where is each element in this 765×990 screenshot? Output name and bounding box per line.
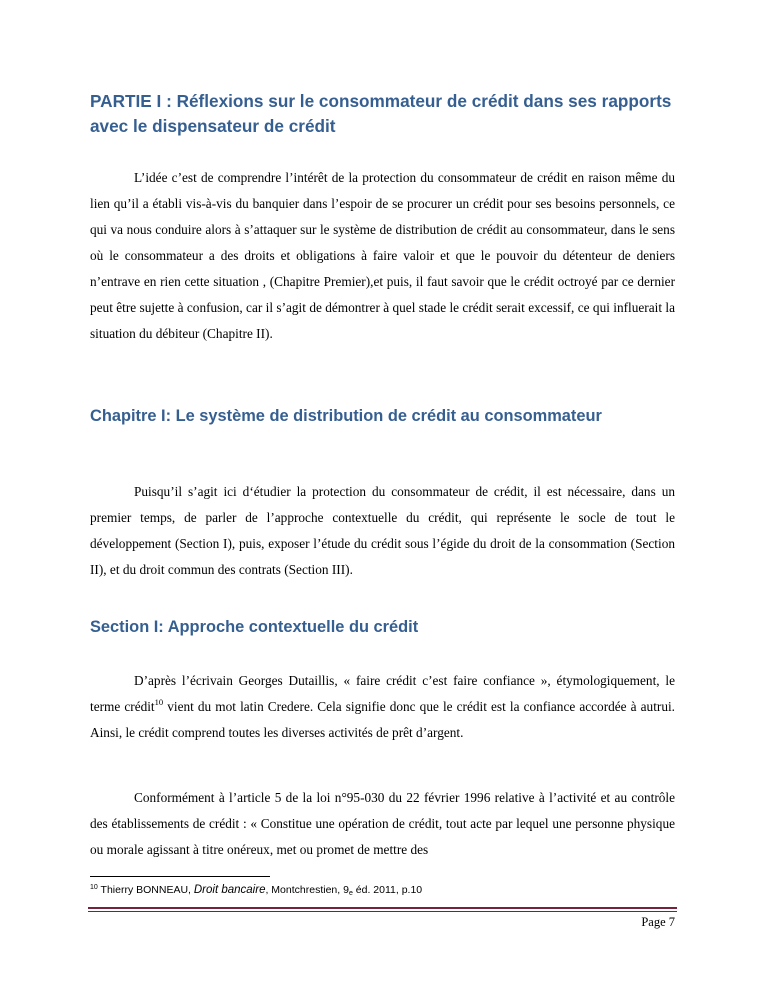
footer-rule-thick bbox=[88, 907, 677, 909]
section-paragraph-2: Conformément à l’article 5 de la loi n°95-030 du 22 février 1996 relative à l’activité et au contrôle des établissements de crédit : « Constitue une opération de crédit, tout acte par lequel une personne physique ou morale agissant à titre onéreux, met ou promet de mettre des bbox=[90, 790, 675, 857]
paragraph-text: D’après l’écrivain Georges Dutaillis, « faire crédit c’est faire confiance », étymologiquement, le terme crédit bbox=[90, 673, 675, 714]
footnote-rest: éd. 2011, p.10 bbox=[352, 884, 423, 896]
chapter-paragraph: Puisqu’il s’agit ici d‘étudier la protection du consommateur de crédit, il est nécessaire, dans un premier temps, de parler de l’approche contextuelle du crédit, qui représente le socle de tout le développement (Section I), puis, exposer l’étude du crédit sous l’égide du droit de la consommation (Section II), et du droit commun des contrats (Section III). bbox=[90, 484, 675, 577]
paragraph-text: vient du mot latin Credere. Cela signifie donc que le crédit est la confiance accordée à autrui. Ainsi, le crédit comprend toutes les diverses activités de prêt d’argent. bbox=[90, 699, 675, 740]
page-number: Page 7 bbox=[641, 915, 675, 929]
section-title: Section I: Approche contextuelle du crédit bbox=[90, 618, 419, 636]
footnote-reference[interactable]: 10 bbox=[154, 697, 164, 707]
section-paragraph-1 bbox=[90, 668, 675, 746]
footnote bbox=[90, 882, 675, 898]
intro-paragraph: L’idée c’est de comprendre l’intérêt de la protection du consommateur de crédit en raison même du lien qu’il a établi vis-à-vis du banquier dans l’espoir de se procurer un crédit pour ses besoins personnels, ce qui va nous conduire alors à s’attaquer sur le système de distribution de crédit au consommateur, dans le sens où le consommateur a des droits et obligations à faire valoir et que le pouvoir du détenteur de deniers n’entrave en rien cette situation , (Chapitre Premier),et puis, il faut savoir que le crédit octroyé par ce dernier peut être sujette à confusion, car il s’agit de démontrer à quel stade le crédit serait excessif, ce qui influerait la situation du débiteur (Chapitre II). bbox=[90, 170, 675, 341]
partie-title: PARTIE I : Réflexions sur le consommateur de crédit dans ses rapports avec le dispensateur de crédit bbox=[90, 91, 672, 136]
footer-rule-thin bbox=[88, 911, 677, 912]
footnote-author: Thierry BONNEAU, bbox=[97, 884, 194, 896]
footnote-publisher: , Montchrestien, 9 bbox=[265, 884, 349, 896]
chapter-title: Chapitre I: Le système de distribution de crédit au consommateur bbox=[90, 407, 602, 425]
footnote-separator bbox=[90, 876, 270, 877]
footnote-book-title: Droit bancaire bbox=[193, 884, 266, 896]
footnote-number: 10 bbox=[90, 884, 98, 891]
footnote-edition-suffix: e bbox=[348, 890, 353, 897]
